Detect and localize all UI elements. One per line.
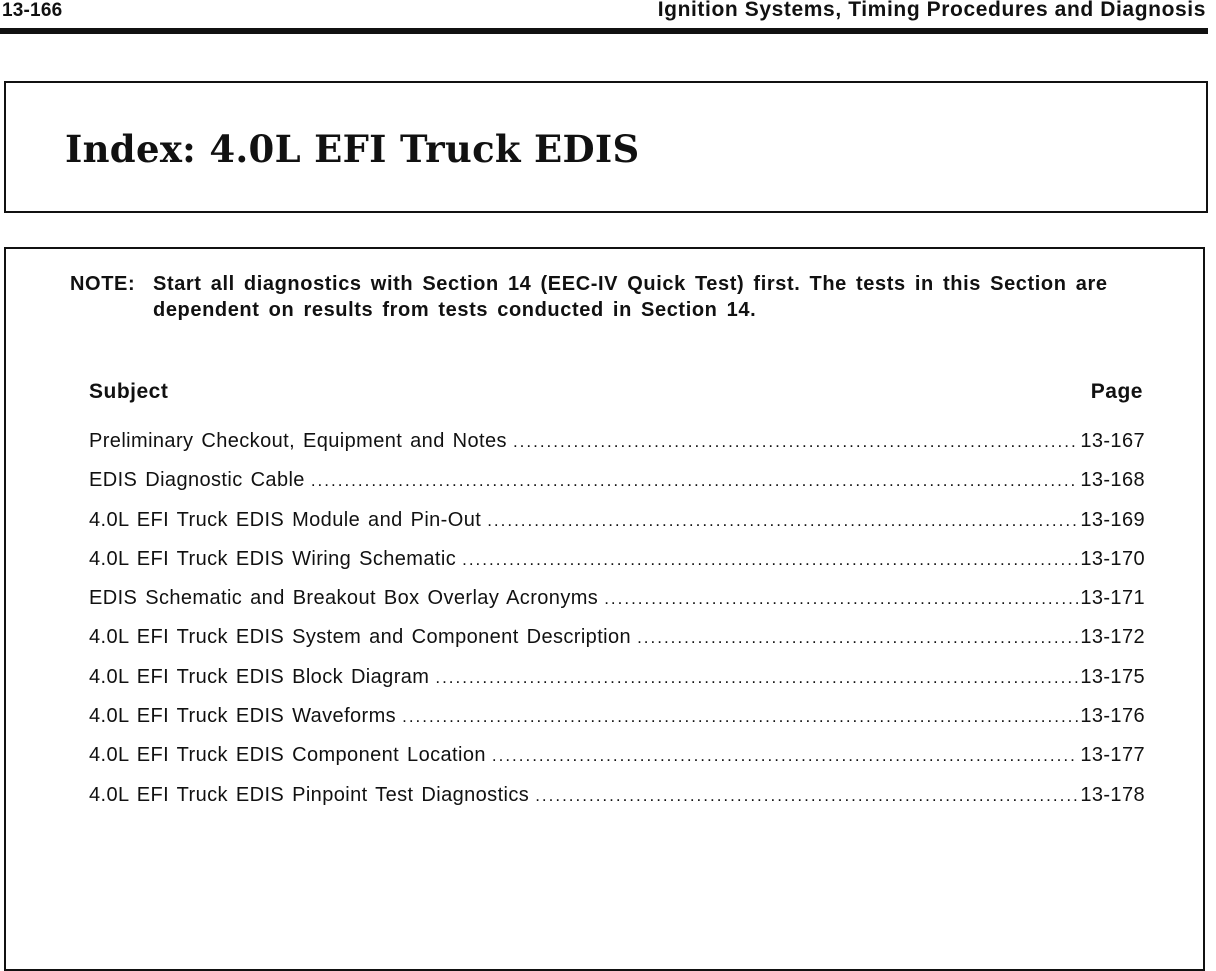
- entry-subject: Preliminary Checkout, Equipment and Notes: [89, 430, 507, 452]
- index-entry[interactable]: [89, 784, 1145, 823]
- note-label: NOTE:: [70, 273, 136, 295]
- index-list: [89, 430, 1145, 823]
- entry-subject: 4.0L EFI Truck EDIS Component Location: [89, 744, 486, 767]
- title-box: [4, 81, 1208, 213]
- index-entry[interactable]: [89, 509, 1145, 548]
- dot-leader: [513, 432, 1078, 452]
- entry-page: 13-167: [1080, 430, 1145, 452]
- index-entry[interactable]: [89, 548, 1145, 587]
- header-rule: [0, 28, 1208, 34]
- entry-page: 13-170: [1080, 547, 1145, 570]
- entry-page: 13-176: [1080, 705, 1145, 728]
- index-entry[interactable]: [89, 430, 1145, 469]
- entry-page: 13-168: [1080, 469, 1145, 492]
- dot-leader: [637, 628, 1078, 648]
- entry-subject: 4.0L EFI Truck EDIS System and Component Description: [89, 626, 632, 649]
- entry-subject: EDIS Schematic and Breakout Box Overlay Acronyms: [89, 587, 599, 610]
- note-text: Start all diagnostics with Section 14 (EEC-IV Quick Test) first. The tests in this Section are dependent on results from tests conducted in Section 14.: [153, 273, 1108, 321]
- entry-page: 13-178: [1080, 783, 1145, 806]
- entry-subject: 4.0L EFI Truck EDIS Block Diagram: [89, 665, 430, 688]
- dot-leader: [462, 550, 1078, 570]
- entry-subject: 4.0L EFI Truck EDIS Module and Pin-Out: [89, 508, 482, 531]
- note: [70, 271, 1130, 323]
- entry-subject: EDIS Diagnostic Cable: [89, 469, 305, 492]
- entry-page: 13-177: [1080, 744, 1145, 767]
- dot-leader: [492, 746, 1078, 766]
- entry-page: 13-171: [1080, 587, 1145, 610]
- dot-leader: [487, 511, 1078, 531]
- dot-leader: [402, 707, 1078, 727]
- index-entry[interactable]: [89, 666, 1145, 705]
- dot-leader: [435, 668, 1078, 688]
- entry-subject: 4.0L EFI Truck EDIS Pinpoint Test Diagnostics: [89, 783, 530, 806]
- section-title: Ignition Systems, Timing Procedures and Diagnosis: [657, 0, 1206, 21]
- dot-leader: [535, 786, 1078, 806]
- page-title: Index: 4.0L EFI Truck EDIS: [65, 127, 640, 171]
- entry-page: 13-172: [1080, 626, 1145, 649]
- index-box: [4, 247, 1205, 971]
- index-entry[interactable]: [89, 705, 1145, 744]
- page-number: 13-166: [2, 0, 63, 21]
- page-header: [0, 0, 1216, 26]
- entry-subject: 4.0L EFI Truck EDIS Waveforms: [89, 705, 397, 728]
- entry-page: 13-169: [1080, 508, 1145, 531]
- index-entry[interactable]: [89, 626, 1145, 665]
- index-entry[interactable]: [89, 587, 1145, 626]
- page-column-header: Page: [1090, 380, 1143, 403]
- entry-subject: 4.0L EFI Truck EDIS Wiring Schematic: [89, 547, 457, 570]
- subject-column-header: Subject: [89, 380, 169, 403]
- dot-leader: [311, 471, 1078, 491]
- dot-leader: [604, 589, 1078, 609]
- index-entry[interactable]: [89, 744, 1145, 783]
- entry-page: 13-175: [1080, 665, 1145, 688]
- index-entry[interactable]: [89, 469, 1145, 508]
